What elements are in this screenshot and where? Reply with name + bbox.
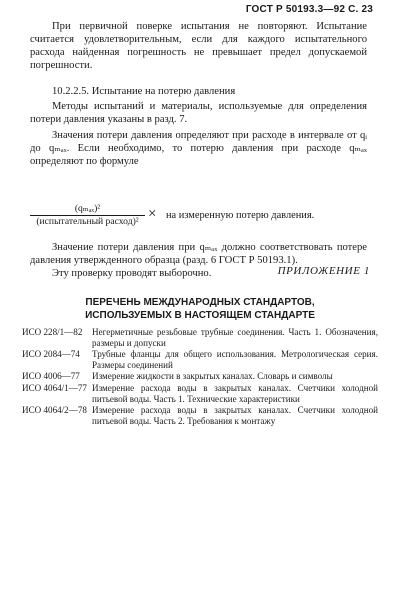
standard-row [22, 405, 378, 426]
formula-fraction [30, 203, 145, 228]
standard-code: ИСО 4064/2—78 [22, 405, 87, 416]
multiply-sign: × [148, 206, 157, 222]
formula [30, 203, 370, 229]
standard-description: Измерение расхода воды в закрытых каналах. Счетчики холодной питьевой воды. Часть 1. Технические характеристики [92, 382, 378, 404]
standard-code: ИСО 4006—77 [22, 371, 80, 382]
appendix-label: ПРИЛОЖЕНИЕ 1 [277, 265, 370, 277]
list-title-line-2: ИСПОЛЬЗУЕМЫХ В НАСТОЯЩЕМ СТАНДАРТЕ [85, 310, 315, 321]
formula-numerator: (qₘₐₓ)² [74, 203, 101, 214]
standard-code: ИСО 228/1—82 [22, 327, 83, 337]
standard-row [22, 371, 378, 382]
section-heading-pressure-loss: 10.2.2.5. Испытание на потерю давления [52, 86, 236, 97]
standard-row [22, 383, 378, 404]
page-header: ГОСТ Р 50193.3—92 С. 23 [245, 4, 373, 15]
standard-description: Трубные фланцы для общего использования. Метрологическая серия. Размеры соединений [92, 349, 378, 370]
formula-denominator: (испытательный расход)² [36, 216, 139, 227]
paragraph-selective-check: Эту проверку проводят выборочно. [52, 268, 212, 279]
paragraph-pressure-loss-values: Значения потери давления определяют при расходе в интервале от qᵢ до qₘₐₓ. Если необходимо, то потерю давления при расходе qₘₐₓ определяют по формуле [30, 130, 367, 167]
formula-text: на измеренную потерю давления. [166, 210, 315, 221]
standard-description: Негерметичные резьбовые трубные соединения. Часть 1. Обозначения, размеры и допуски [92, 327, 378, 348]
standard-row [22, 349, 378, 370]
standard-code: ИСО 4064/1—77 [22, 382, 87, 393]
paragraph-approved-sample: Значение потери давления при qₘₐₓ должно соответствовать потере давления утвержденного образца (разд. 6 ГОСТ Р 50193.1). [30, 242, 367, 266]
standard-description: Измерение расхода воды в закрытых каналах. Счетчики холодной питьевой воды. Часть 2. Требования к монтажу [92, 405, 378, 426]
paragraph-test-methods: Методы испытаний и материалы, используемые для определения потери давления указаны в разд. 7. [30, 101, 367, 125]
standard-row [22, 327, 378, 348]
standards-list [22, 327, 378, 427]
paragraph-primary-verification: При первичной поверке испытания не повторяют. Испытание считается удовлетворительным, если для каждого испытательного расхода найденная погрешность не превышает предел допускаемой погрешности. [30, 21, 367, 71]
list-title-line-1: ПЕРЕЧЕНЬ МЕЖДУНАРОДНЫХ СТАНДАРТОВ, [85, 297, 315, 308]
standard-code: ИСО 2084—74 [22, 349, 80, 360]
standard-description: Измерение жидкости в закрытых каналах. Словарь и символы [92, 371, 333, 382]
